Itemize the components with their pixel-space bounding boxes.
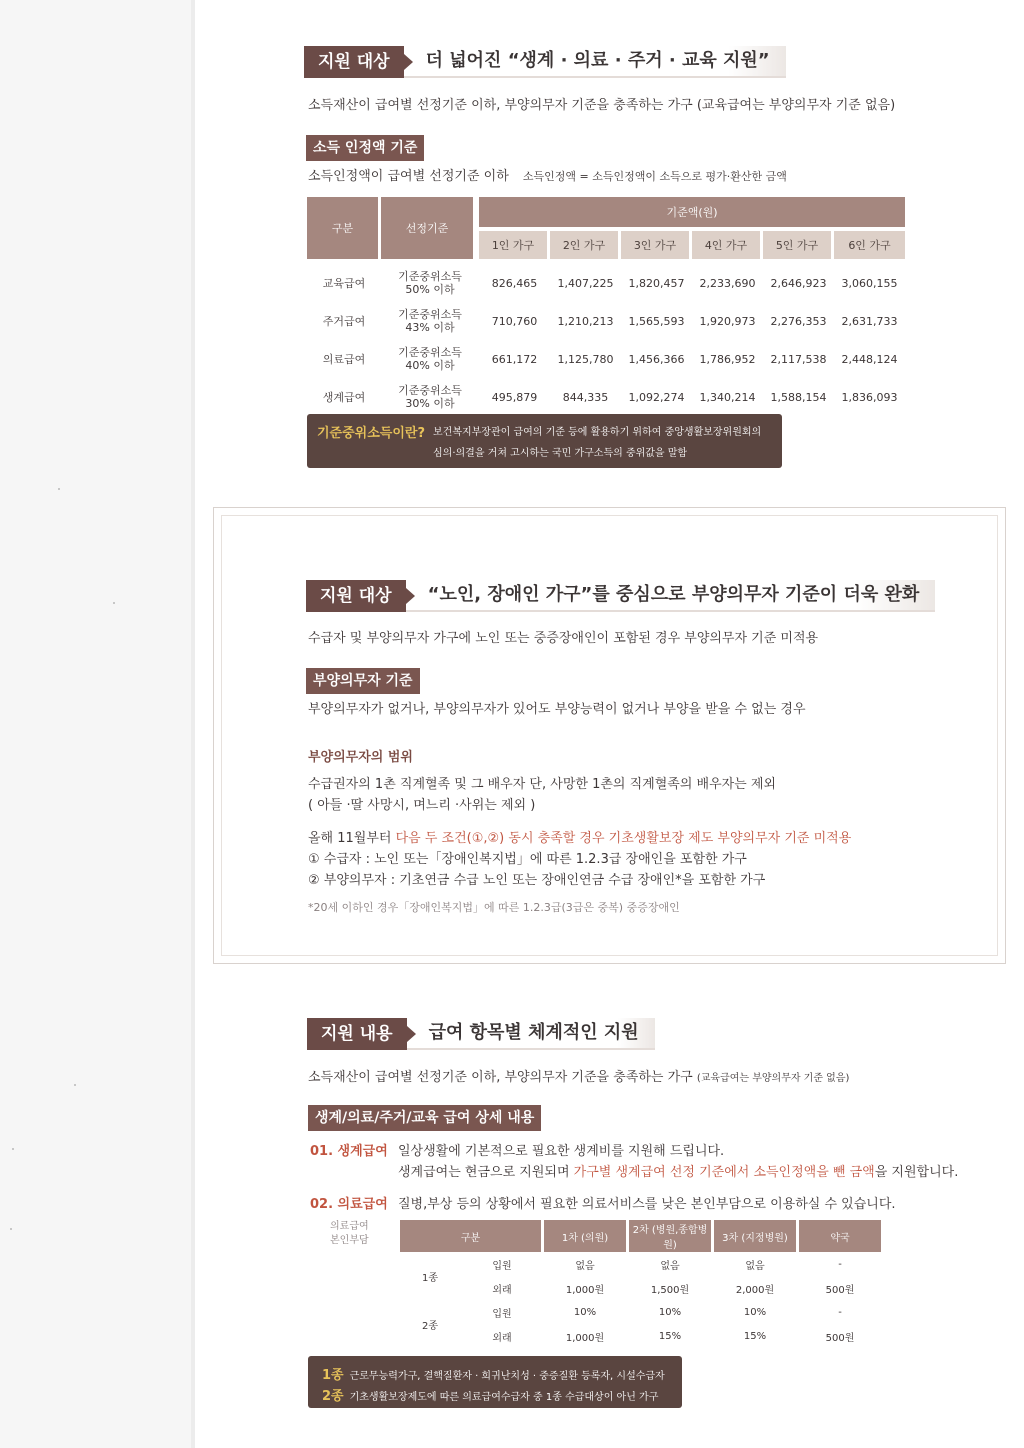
cell: 661,172 [491,352,538,366]
cell: 없음 [660,1260,680,1272]
section1-description: 소득재산이 급여별 선정기준 이하, 부양의무자 기준을 충족하는 가구 (교육급여는 부양의무자 기준 없음) [308,98,896,113]
cell: 844,335 [562,390,609,404]
condition-1: ① 수급자 : 노인 또는「장애인복지법」에 따른 1.2.3급 장애인을 포함한 가구 [308,852,747,867]
section2-headline: “노인, 장애인 가구”를 중심으로 부양의무자 기준이 더욱 완화 [406,580,936,612]
note2 [322,1385,658,1404]
row-criteria [381,302,479,340]
cell: 없음 [745,1260,765,1272]
table-row [400,1276,881,1300]
cell: 15% [658,1330,682,1342]
row-criteria [381,340,479,378]
med-label-line2: 본인부담 [330,1235,369,1246]
section1-headline: 더 넓어진 “생계 · 의료 · 주거 · 교육 지원” [404,46,786,78]
cell: 1,920,973 [699,314,756,328]
cell: 15% [743,1330,767,1342]
item1-line1: 일상생활에 기본적으로 필요한 생계비를 지원해 드립니다. [398,1144,725,1159]
cell: 1,125,780 [557,352,614,366]
section1-heading [304,45,786,79]
cell: 1,000원 [565,1332,605,1344]
cell: - [838,1306,842,1318]
spine-edge [191,0,195,1448]
cell: 1,500원 [650,1284,690,1296]
col-criteria: 선정기준 [381,197,479,259]
section1-subtag: 소득 인정액 기준 [306,135,424,161]
cell: 2,631,733 [841,314,898,328]
table-row [400,1252,881,1276]
condition-highlight: 다음 두 조건(①,②) 동시 충족할 경우 기초생활보장 제도 부양의무자 기준 미적용 [395,831,852,846]
hh-3: 3인 가구 [621,231,692,259]
cell: 2,448,124 [841,352,898,366]
table-row [307,259,905,302]
cell: 826,465 [491,276,538,290]
condition-prefix: 올해 11월부터 [308,831,396,846]
med-col-4: 약국 [799,1220,881,1252]
row-type: 외래 [492,1284,512,1296]
criteria-line1: 기준중위소득 [398,270,462,283]
cell: 2,000원 [735,1284,775,1296]
speck [113,602,115,604]
section2-heading [306,579,935,613]
desc-main: 소득재산이 급여별 선정기준 이하, 부양의무자 기준을 충족하는 가구 [308,1070,693,1085]
med-label [330,1220,369,1248]
callout-line1: 보건복지부장관이 급여의 기준 등에 활용하기 위하여 중앙생활보장위원회의 [433,427,762,438]
item1-line2-highlight: 가구별 생계급여 선정 기준에서 소득인정액을 뺀 금액 [573,1165,875,1180]
speck [12,1148,14,1150]
table-row [400,1324,881,1348]
hh-4: 4인 가구 [692,231,763,259]
cell: 10% [658,1306,682,1318]
section3-description [308,1066,849,1085]
criteria-line1: 기준중위소득 [398,384,462,397]
note1 [322,1364,665,1383]
cell: 1,340,214 [699,390,756,404]
cell: 500원 [825,1284,855,1296]
cell: 710,760 [491,314,538,328]
subdesc-main: 소득인정액이 급여별 선정기준 이하 [308,169,509,184]
col-gubun: 구분 [307,197,381,259]
med-col-3: 3차 (지정병원) [714,1220,796,1252]
group-name: 1종 [421,1272,439,1284]
row-name: 교육급여 [322,277,366,290]
note1-text: 근로무능력가구, 결핵질환자 · 희귀난치성 · 중증질환 등록자, 시설수급자 [349,1371,665,1382]
note2-label: 2종 [322,1389,344,1404]
criteria-line1: 기준중위소득 [398,346,462,359]
item2-line1: 질병,부상 등의 상황에서 필요한 의료서비스를 낮은 본인부담으로 이용하실 수 있습니다. [398,1197,896,1212]
criteria-line2: 43% 이하 [405,321,455,334]
cell: 1,407,225 [557,276,614,290]
table-row [307,302,905,340]
row-criteria [381,259,479,302]
cell: 2,276,353 [770,314,827,328]
footnote: *20세 이하인 경우「장애인복지법」에 따른 1.2.3급(3급은 중복) 중증장애인 [308,901,680,914]
hh-6: 6인 가구 [834,231,905,259]
med-col-2: 2차 (병원,종합병원) [629,1220,711,1252]
cell: - [838,1258,842,1270]
speck [74,1084,76,1086]
section2-tag [306,580,406,612]
scope-line2: ( 아들 ·딸 사망시, 며느리 ·사위는 제외 ) [308,798,536,813]
item2-label: 02. 의료급여 [310,1197,388,1212]
cell: 1,092,274 [628,390,685,404]
cell: 1,565,593 [628,314,685,328]
criteria-line2: 30% 이하 [405,397,455,410]
scope-line1: 수급권자의 1촌 직계혈족 및 그 배우자 단, 사망한 1촌의 직계혈족의 배우자는 제외 [308,777,776,792]
section1-tag-label: 지원 대상 [318,52,390,72]
row-criteria [381,378,479,416]
med-col-1: 1차 (의원) [544,1220,626,1252]
criteria-line2: 50% 이하 [405,283,455,296]
callout-title: 기준중위소득이란? [317,426,426,441]
hh-2: 2인 가구 [550,231,621,259]
row-type: 입원 [492,1308,512,1320]
section3-tag [307,1018,407,1050]
cell: 500원 [825,1332,855,1344]
scope-title: 부양의무자의 범위 [308,750,413,765]
table-row [307,378,905,416]
item1-line2 [398,1161,958,1180]
hh-1: 1인 가구 [479,231,550,259]
note2-text: 기초생활보장제도에 따른 의료급여수급자 중 1종 수급대상이 아닌 가구 [349,1392,659,1403]
condition-intro [308,827,851,846]
section2-tag-label: 지원 대상 [320,586,392,606]
section3-tag-label: 지원 내용 [321,1024,393,1044]
cell: 1,588,154 [770,390,827,404]
section3-heading [307,1017,655,1051]
section3-subtag: 생계/의료/주거/교육 급여 상세 내용 [308,1105,541,1131]
speck [58,488,60,490]
note1-label: 1종 [322,1368,344,1383]
cell: 2,233,690 [699,276,756,290]
callout-line2: 심의·의결을 거쳐 고시하는 국민 가구소득의 중위값을 말함 [433,448,688,459]
row-name: 생계급여 [322,391,366,404]
subdesc-note: 소득인정액 = 소득인정액이 소득으로 평가·환산한 금액 [522,170,787,183]
item1-line2-b: 을 지원합니다. [874,1165,959,1180]
cell: 10% [573,1306,597,1318]
speck [10,1228,12,1230]
row-name: 의료급여 [322,353,366,366]
table-row [400,1300,881,1324]
row-name: 주거급여 [322,315,366,328]
section2-subdescription: 부양의무자가 없거나, 부양의무자가 있어도 부양능력이 없거나 부양을 받을 수 없는 경우 [308,702,806,717]
section2-description: 수급자 및 부양의무자 가구에 노인 또는 중증장애인이 포함된 경우 부양의무자 기준 미적용 [308,631,819,646]
medical-copay-table [397,1220,884,1348]
group-name: 2종 [421,1320,439,1332]
cell: 3,060,155 [841,276,898,290]
med-label-line1: 의료급여 [330,1221,369,1232]
row-type: 외래 [492,1332,512,1344]
table-row [307,340,905,378]
income-standard-table [307,197,905,416]
cell: 2,117,538 [770,352,827,366]
cell: 2,646,923 [770,276,827,290]
cell: 1,820,457 [628,276,685,290]
item1-label: 01. 생계급여 [310,1144,388,1159]
criteria-line2: 40% 이하 [405,359,455,372]
desc-small: (교육급여는 부양의무자 기준 없음) [696,1073,850,1084]
section1-tag [304,46,404,78]
cell: 1,456,366 [628,352,685,366]
cell: 1,836,093 [841,390,898,404]
beneficiary-type-note [308,1356,682,1408]
cell: 1,786,952 [699,352,756,366]
median-income-callout [307,414,782,468]
hh-5: 5인 가구 [763,231,834,259]
page-spine [0,0,195,1448]
row-type: 입원 [492,1260,512,1272]
condition-2: ② 부양의무자 : 기초연금 수급 노인 또는 장애인연금 수급 장애인*을 포함한 가구 [308,873,766,888]
med-col-gubun: 구분 [400,1220,541,1252]
cell: 495,879 [491,390,538,404]
criteria-line1: 기준중위소득 [398,308,462,321]
cell: 1,210,213 [557,314,614,328]
item1-line2-a: 생계급여는 현금으로 지원되며 [398,1165,574,1180]
col-amount: 기준액(원) [479,197,905,231]
cell: 10% [743,1306,767,1318]
cell: 없음 [575,1260,595,1272]
section2-subtag: 부양의무자 기준 [306,668,420,694]
section3-headline: 급여 항목별 체계적인 지원 [407,1018,655,1050]
cell: 1,000원 [565,1284,605,1296]
section1-subdescription [308,165,787,184]
